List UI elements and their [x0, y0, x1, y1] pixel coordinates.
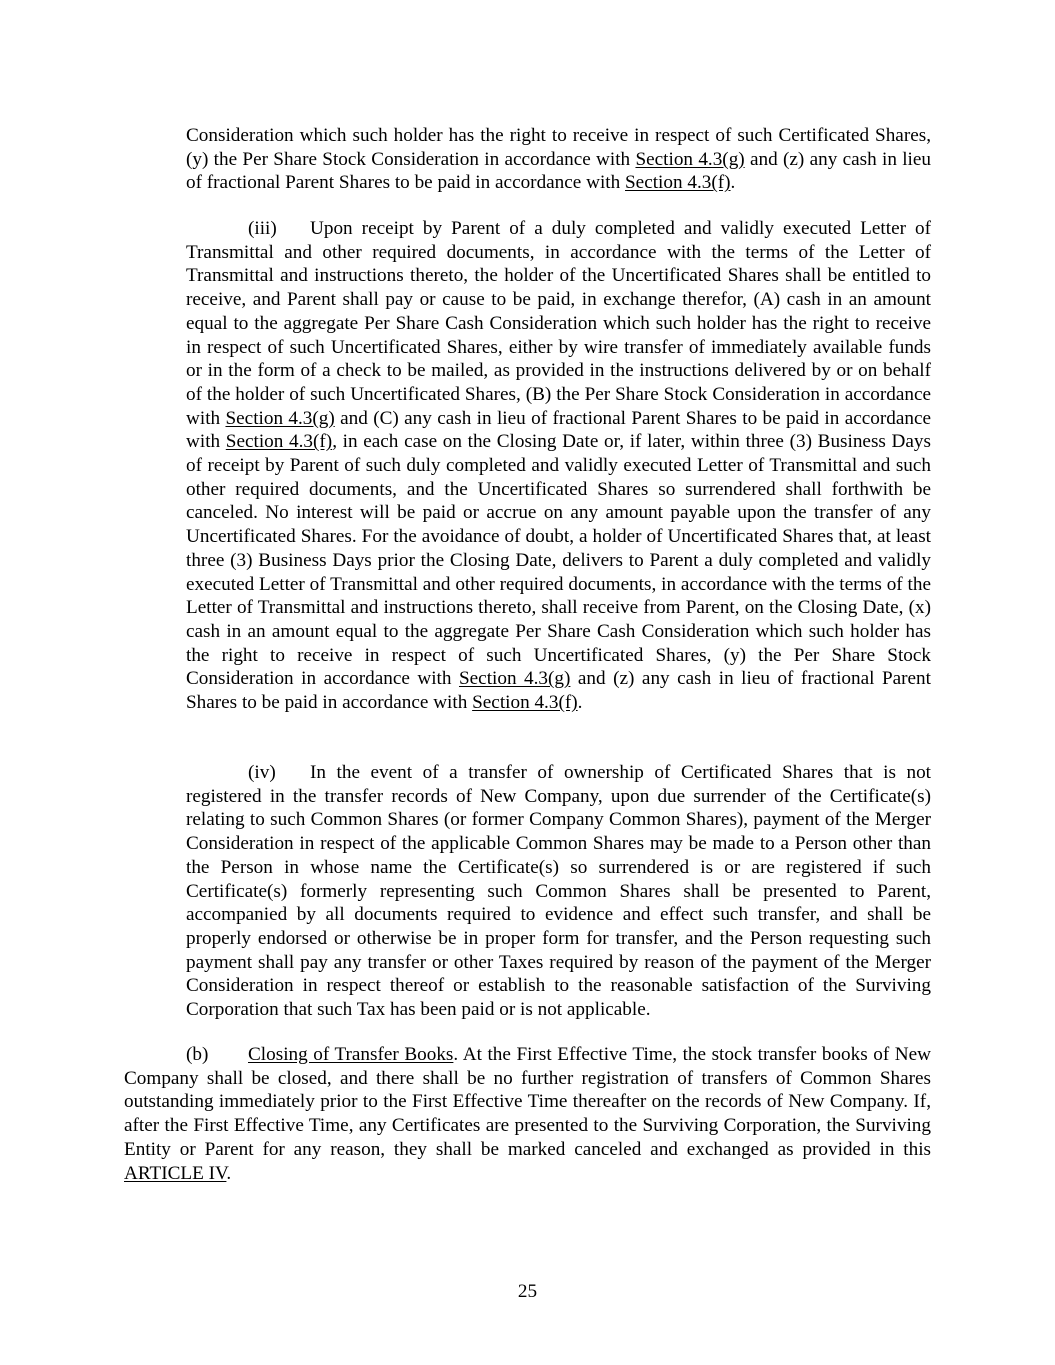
section-reference: Section 4.3(g)	[225, 407, 335, 429]
paragraph-b	[124, 1043, 931, 1185]
article-reference: ARTICLE IV	[124, 1162, 227, 1184]
paragraph-number: (iv)	[248, 762, 276, 783]
paragraph-text: and (z) any cash in lieu of fractional Parent Shares to be paid in accordance with	[186, 668, 931, 714]
section-reference: Section 4.3(g)	[458, 668, 571, 690]
section-reference: Section 4.3(f)	[472, 692, 578, 714]
paragraph-text: Consideration which such holder has the right to receive in respect of such Certificated Shares, (y) the Per Share Stock Consideration in accordance with	[186, 125, 931, 170]
page-number: 25	[517, 1281, 538, 1302]
paragraph-text: , in each case on the Closing Date or, if later, within three (3) Business Days of receipt by Parent of such duly completed and validly executed Letter of Transmittal and such other required documents, and the Uncertificated Shares so surrendered shall forthwith be canceled. No interest will be paid or accrue on any amount payable upon the transfer of any Uncertificated Shares. For the avoidance of doubt, a holder of Uncertificated Shares that, at least three (3) Business Days prior the Closing Date, delivers to Parent a duly completed and validly executed Letter of Transmittal and other required documents, in accordance with the terms of the Letter of Transmittal and instructions thereto, shall receive from Parent, on the Closing Date, (x) cash in an amount equal to the aggregate Per Share Cash Consideration which such holder has the right to receive in respect of such Uncertificated Shares, (y) the Per Share Stock Consideration in accordance with	[186, 431, 931, 690]
paragraph-text: .	[577, 692, 583, 714]
paragraph-iii	[186, 217, 931, 715]
paragraph-text: and (z) any cash in lieu of fractional Parent Shares to be paid in accordance with	[186, 148, 931, 194]
paragraph-text: and (C) any cash in lieu of fractional Parent Shares to be paid in accordance with	[186, 407, 931, 453]
paragraph-text: In the event of a transfer of ownership of Certificated Shares that is not registered in the transfer records of New Company, upon due surrender of the Certificate(s) relating to such Common Shares (or former Company Common Shares), payment of the Merger Consideration in respect of the applicable Common Shares may be made to a Person other than the Person in whose name the Certificate(s) so surrendered is or are registered if such Certificate(s) formerly representing such Common Shares shall be presented to Parent, accompanied by all documents required to evidence and effect such transfer, and shall be properly endorsed or otherwise be in proper form for transfer, and the Person requesting such payment shall pay any transfer or other Taxes required by reason of the payment of the Merger Consideration in respect thereof or establish to the reasonable satisfaction of the Surviving Corporation that such Tax has been paid or is not applicable.	[186, 762, 931, 1021]
paragraph-text: .	[226, 1162, 232, 1184]
section-reference: Section 4.3(f)	[625, 172, 731, 194]
paragraph-text: . At the First Effective Time, the stock transfer books of New Company shall be closed, and there shall be no further registration of transfers of Common Shares outstanding immediately prior to the First Effective Time thereafter on the records of New Company. If, after the First Effective Time, any Certificates are presented to the Surviving Corporation, the Surviving Entity or Parent for any reason, they shall be marked canceled and exchanged as provided in this	[124, 1044, 932, 1160]
paragraph-text: .	[730, 172, 736, 194]
section-reference: Section 4.3(f)	[225, 431, 333, 453]
paragraph-number: (b)	[186, 1044, 209, 1065]
paragraph-continuation	[186, 124, 931, 195]
paragraph-text: Upon receipt by Parent of a duly completed and validly executed Letter of Transmittal and other required documents, in accordance with the terms of the Letter of Transmittal and instructions thereto, the holder of the Uncertificated Shares shall be entitled to receive, and Parent shall pay or cause to be paid, in exchange therefor, (A) cash in an amount equal to the aggregate Per Share Cash Consideration which such holder has the right to receive in respect of such Uncertificated Shares, either by wire transfer of immediately available funds or in the form of a check to be mailed, as provided in the instructions delivered by or on behalf of the holder of such Uncertificated Shares, (B) the Per Share Stock Consideration in accordance with	[186, 218, 931, 429]
section-heading: Closing of Transfer Books	[248, 1044, 454, 1065]
paragraph-number: (iii)	[248, 218, 277, 239]
paragraph-iv	[186, 761, 931, 1022]
section-reference: Section 4.3(g)	[635, 148, 745, 170]
